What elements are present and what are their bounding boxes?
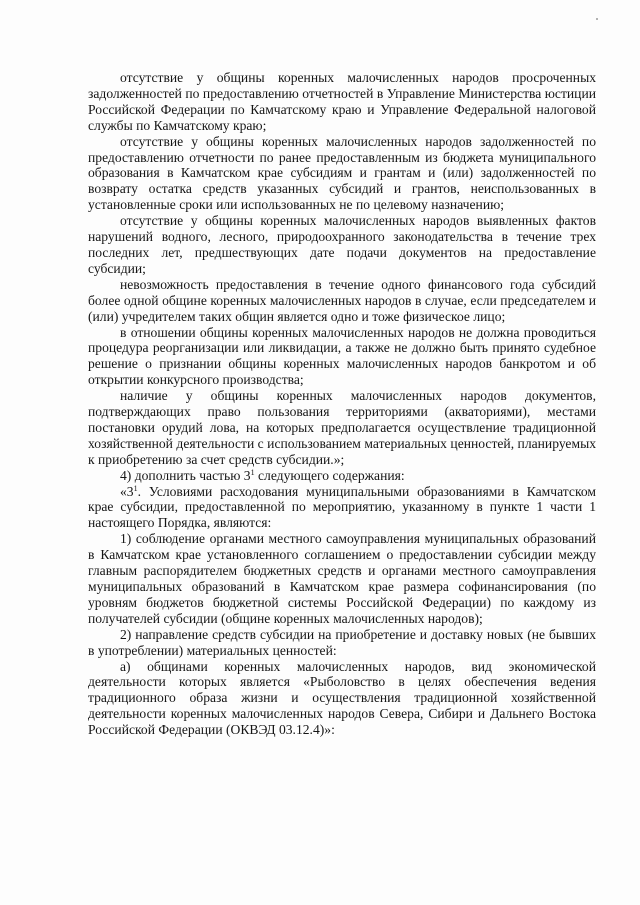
paragraph-fishing-communities: а) общинами коренных малочисленных народов, вид экономической деятельности которых является «Рыболовство в целях обеспечения ведения традиционного образа жизни и осуществления традиционной хозяйственной деятельности коренных малочисленных народов Севера, Сибири и Дальнего Востока Российской Федерации (ОКВЭД 03.12.4)»: xyxy=(88,658,596,738)
paragraph-single-community: невозможность предоставления в течение одного финансового года субсидий более одной общине коренных малочисленных народов в случае, если председателем и (или) учредителем таких общин является одно и тоже физическое лицо; xyxy=(88,276,596,324)
scan-mark xyxy=(596,18,598,20)
document-body xyxy=(88,70,596,738)
paragraph-violations: отсутствие у общины коренных малочисленных народов выявленных фактов нарушений водного, лесного, природоохранного законодательства в течение трех последних лет, предшествующих дате подачи документов на предоставление субсидии; xyxy=(88,213,596,276)
paragraph-part-3-1 xyxy=(88,484,596,532)
amendment-4-superscript: 1 xyxy=(250,467,255,477)
paragraph-reporting-debts: отсутствие у общины коренных малочисленных народов просроченных задолженностей по предоставлению отчетностей в Управление Министерства юстиции Российской Федерации по Камчатскому краю и Управление Федеральной налоговой службы по Камчатскому краю; xyxy=(88,70,596,133)
paragraph-subsidy-debts: отсутствие у общины коренных малочисленных народов задолженностей по предоставлению отчетности по ранее предоставленным из бюджета муниципального образования в Камчатском крае субсидиям и грантам и (или) задолженностей по возврату остатка средств указанных субсидий и грантов, неиспользованных в установленные сроки или использованных не по целевому назначению; xyxy=(88,133,596,213)
paragraph-reorganization: в отношении общины коренных малочисленных народов не должна проводиться процедура реорганизации или ликвидации, а также не должно быть принято судебное решение о признании общины коренных малочисленных народов банкротом и об открытии конкурсного производства; xyxy=(88,324,596,388)
part-3-1-superscript: 1 xyxy=(133,483,138,493)
paragraph-amendment-4 xyxy=(88,468,596,484)
part-3-1-number: «3 xyxy=(120,483,134,499)
amendment-4-text: 4) дополнить частью 3 xyxy=(120,467,251,483)
paragraph-new-assets: 2) направление средств субсидии на приобретение и доставку новых (не бывших в употреблении) материальных ценностей: xyxy=(88,626,596,658)
part-3-1-text: . Условиями расходования муниципальными образованиями в Камчатском крае субсидии, предоставленной по мероприятию, указанному в пункте 1 части 1 настоящего Порядка, являются: xyxy=(88,483,596,531)
paragraph-territory-rights: наличие у общины коренных малочисленных народов документов, подтверждающих право пользования территориями (акваториями), местами постановки орудий лова, на которых предполагается осуществление традиционной хозяйственной деятельности с использованием материальных ценностей, планируемых к приобретению за счет средств субсидии.»; xyxy=(88,388,596,467)
amendment-4-tail: следующего содержания: xyxy=(254,467,405,483)
paragraph-cofinancing: 1) соблюдение органами местного самоуправления муниципальных образований в Камчатском крае установленного соглашением о предоставлении субсидии между главным распорядителем бюджетных средств и органами местного самоуправления муниципальных образований в Камчатском крае размера софинансирования (по уровням бюджетов бюджетной системы Российской Федерации) по каждому из получателей субсидии (общине коренных малочисленных народов); xyxy=(88,531,596,626)
